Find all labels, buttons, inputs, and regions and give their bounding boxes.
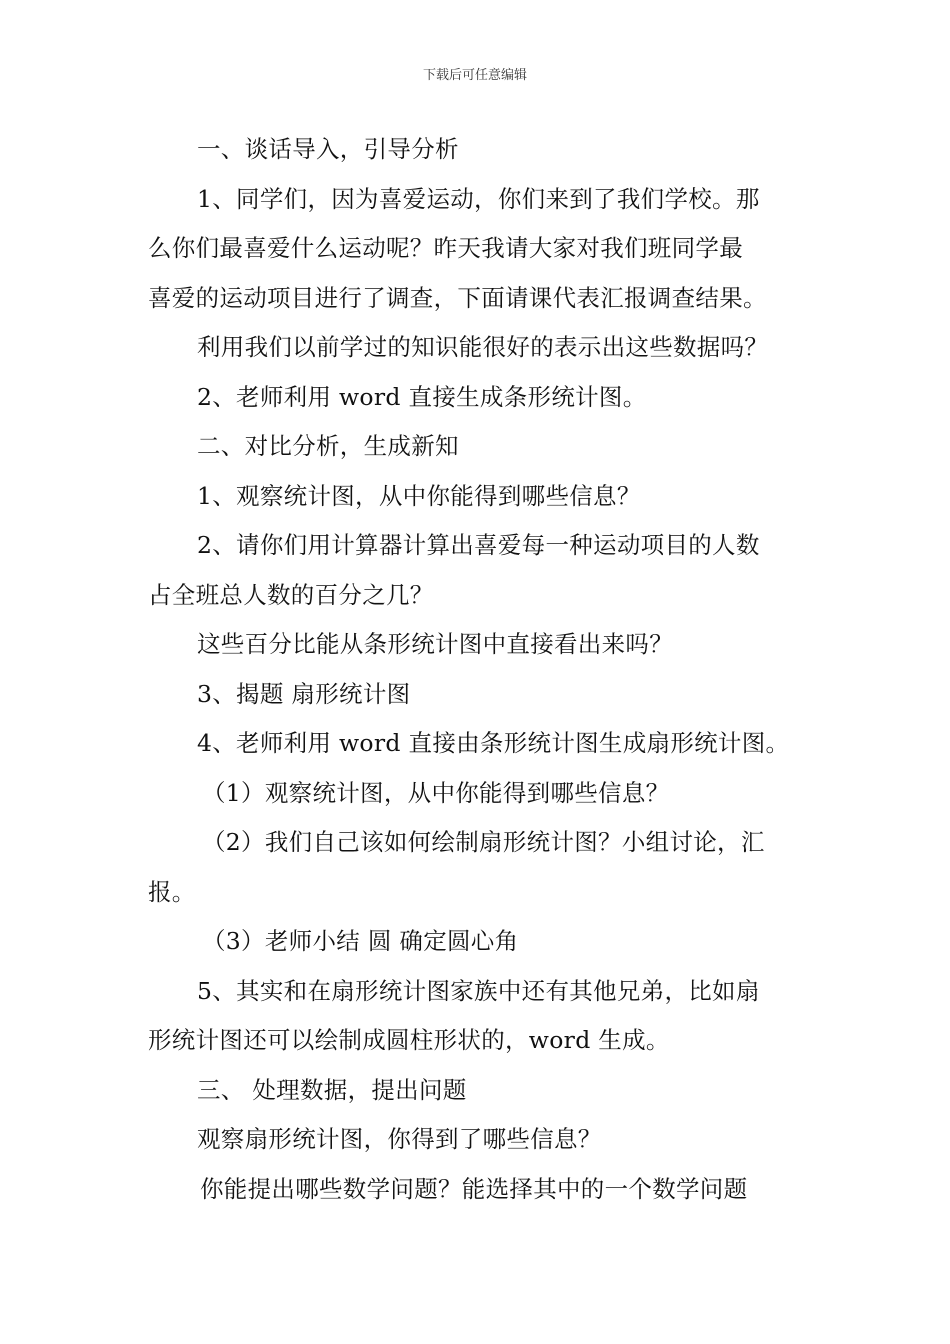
paragraph-line: （3）老师小结 圆 确定圆心角 [202, 927, 519, 955]
paragraph-line: 么你们最喜爱什么运动呢？昨天我请大家对我们班同学最 [148, 234, 743, 262]
paragraph-line: 3、揭题 扇形统计图 [197, 679, 411, 708]
page-header: 下载后可任意编辑 [422, 68, 527, 83]
paragraph-line: 2、老师利用 word 直接生成条形统计图。 [197, 382, 647, 411]
paragraph-line: 形统计图还可以绘制成圆柱形状的，word 生成。 [148, 1026, 670, 1054]
paragraph-line: 2、请你们用计算器计算出喜爱每一种运动项目的人数 [197, 531, 760, 559]
paragraph-line: 这些百分比能从条形统计图中直接看出来吗？ [197, 630, 673, 658]
section-heading-3: 三、 处理数据，提出问题 [197, 1075, 467, 1104]
section-heading-1: 一、谈话导入，引导分析 [197, 135, 459, 163]
paragraph-line: 喜爱的运动项目进行了调查，下面请课代表汇报调查结果。 [148, 283, 767, 312]
document-body [148, 125, 808, 1214]
paragraph-line: 1、同学们，因为喜爱运动，你们来到了我们学校。那 [197, 184, 760, 213]
paragraph-line: 1、观察统计图，从中你能得到哪些信息？ [197, 481, 641, 510]
paragraph-line: 你能提出哪些数学问题？能选择其中的一个数学问题 [200, 1174, 748, 1203]
paragraph-line: 5、其实和在扇形统计图家族中还有其他兄弟，比如扇 [197, 976, 760, 1005]
paragraph-line: 利用我们以前学过的知识能很好的表示出这些数据吗？ [197, 333, 769, 361]
paragraph-line: 观察扇形统计图，你得到了哪些信息？ [197, 1125, 602, 1153]
paragraph-line: 4、老师利用 word 直接由条形统计图生成扇形统计图。 [197, 729, 790, 757]
paragraph-line: 占全班总人数的百分之几？ [148, 580, 434, 609]
paragraph-line: 报。 [148, 877, 196, 906]
paragraph-line: （1）观察统计图，从中你能得到哪些信息？ [202, 778, 670, 807]
paragraph-line: （2）我们自己该如何绘制扇形统计图？小组讨论，汇 [202, 828, 765, 856]
section-heading-2: 二、对比分析，生成新知 [197, 432, 459, 460]
